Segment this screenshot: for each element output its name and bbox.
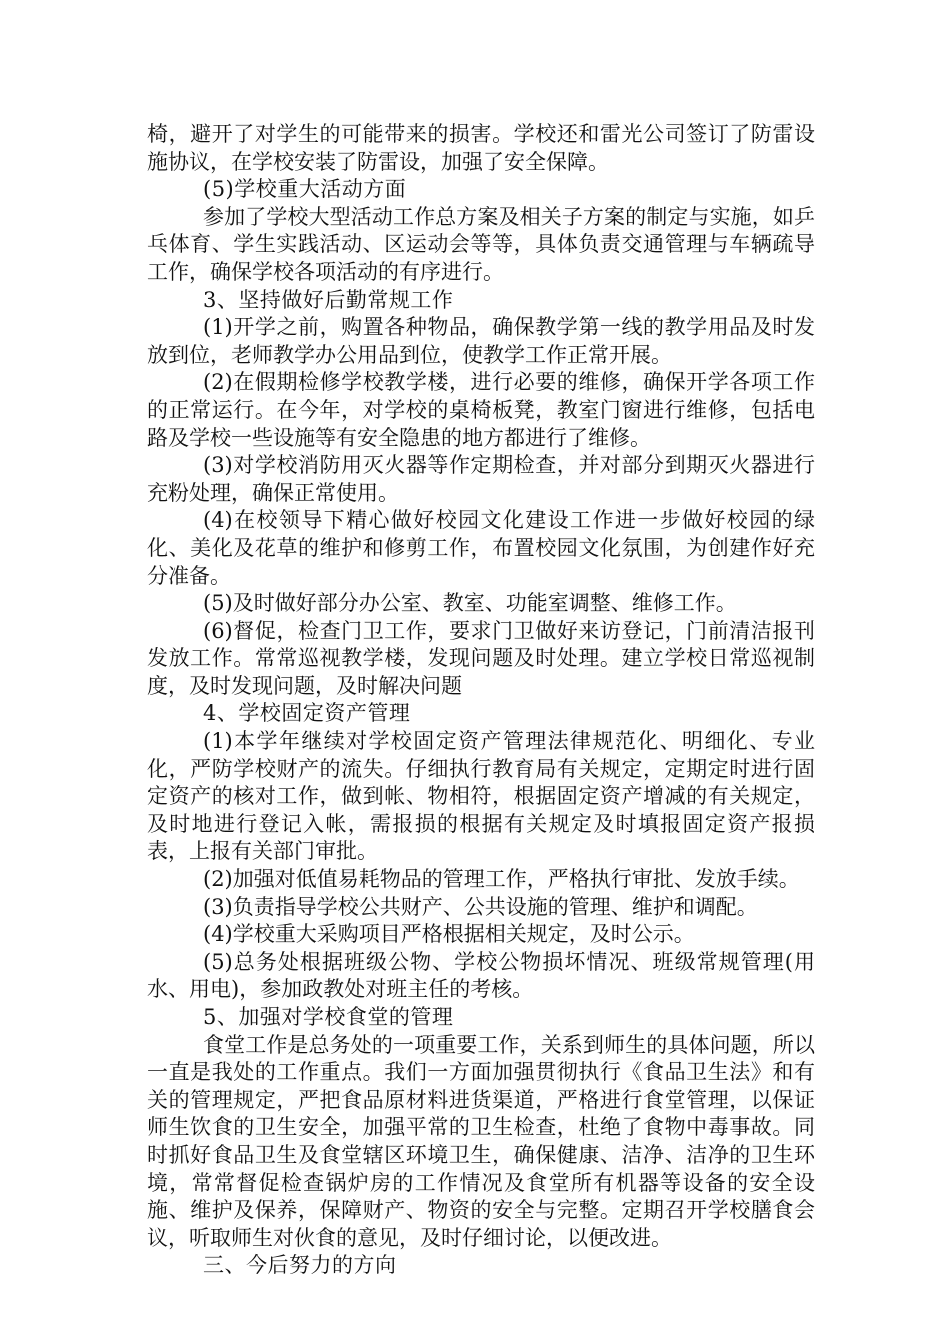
paragraph-assets-2: (2)加强对低值易耗物品的管理工作，严格执行审批、发放手续。 (203, 867, 800, 892)
section-heading-future-direction: 三、今后努力的方向 (203, 1253, 397, 1278)
section-heading-fixed-assets: 4、学校固定资产管理 (203, 701, 411, 726)
paragraph-assets-1: (1)本学年继续对学校固定资产管理法律规范化、明细化、专业化，严防学校财产的流失。仔细执行教育局有关规定，定期定时进行固定资产的核对工作，做到帐、物相符，根据固定资产增减的有关规定，及时地进行登记入帐，需报损的根据有关规定及时填报固定资产报损表，上报有关部门审批。 (147, 729, 815, 864)
paragraph-continuation: 椅，避开了对学生的可能带来的损害。学校还和雷光公司签订了防雷设施协议，在学校安装了防雷设，加强了安全保障。 (147, 122, 815, 174)
paragraph-assets-3: (3)负责指导学校公共财产、公共设施的管理、维护和调配。 (203, 894, 758, 919)
paragraph-logistics-3: (3)对学校消防用灭火器等作定期检查，并对部分到期灭火器进行充粉处理，确保正常使用。 (147, 453, 815, 505)
section-heading-logistics: 3、坚持做好后勤常规工作 (203, 287, 454, 312)
paragraph-logistics-6: (6)督促，检查门卫工作，要求门卫做好来访登记，门前清洁报刊发放工作。常常巡视教学楼，发现问题及时处理。建立学校日常巡视制度，及时发现问题，及时解决问题 (147, 618, 815, 698)
paragraph-canteen: 食堂工作是总务处的一项重要工作，关系到师生的具体问题，所以一直是我处的工作重点。我们一方面加强贯彻执行《食品卫生法》和有关的管理规定，严把食品原材料进货渠道，严格进行食堂管理，以保证师生饮食的卫生安全，加强平常的卫生检查，杜绝了食物中毒事故。同时抓好食品卫生及食堂辖区环境卫生，确保健康、洁净、洁净的卫生环境，常常督促检查锅炉房的工作情况及食堂所有机器等设备的安全设施、维护及保养，保障财产、物资的安全与完整。定期召开学校膳食会议，听取师生对伙食的意见，及时仔细讨论，以便改进。 (147, 1032, 815, 1250)
subheading-major-activities: (5)学校重大活动方面 (203, 177, 407, 202)
section-heading-canteen: 5、加强对学校食堂的管理 (203, 1005, 454, 1029)
paragraph-activities: 参加了学校大型活动工作总方案及相关子方案的制定与实施，如乒乓体育、学生实践活动、区运动会等等，具体负责交通管理与车辆疏导工作，确保学校各项活动的有序进行。 (147, 204, 815, 284)
paragraph-assets-5: (5)总务处根据班级公物、学校公物损坏情况、班级常规管理(用水、用电)，参加政教处对班主任的考核。 (147, 949, 815, 1002)
paragraph-logistics-1: (1)开学之前，购置各种物品，确保教学第一线的教学用品及时发放到位，老师教学办公用品到位，使教学工作正常开展。 (147, 315, 815, 367)
paragraph-logistics-5: (5)及时做好部分办公室、教室、功能室调整、维修工作。 (203, 591, 737, 616)
paragraph-logistics-4: (4)在校领导下精心做好校园文化建设工作进一步做好校园的绿化、美化及花草的维护和修剪工作，布置校园文化氛围，为创建作好充分准备。 (147, 508, 815, 588)
document-body (147, 121, 815, 1280)
paragraph-logistics-2: (2)在假期检修学校教学楼，进行必要的维修，确保开学各项工作的正常运行。在今年，对学校的桌椅板凳，教室门窗进行维修，包括电路及学校一些设施等有安全隐患的地方都进行了维修。 (147, 370, 815, 450)
paragraph-assets-4: (4)学校重大采购项目严格根据相关规定，及时公示。 (203, 922, 695, 947)
